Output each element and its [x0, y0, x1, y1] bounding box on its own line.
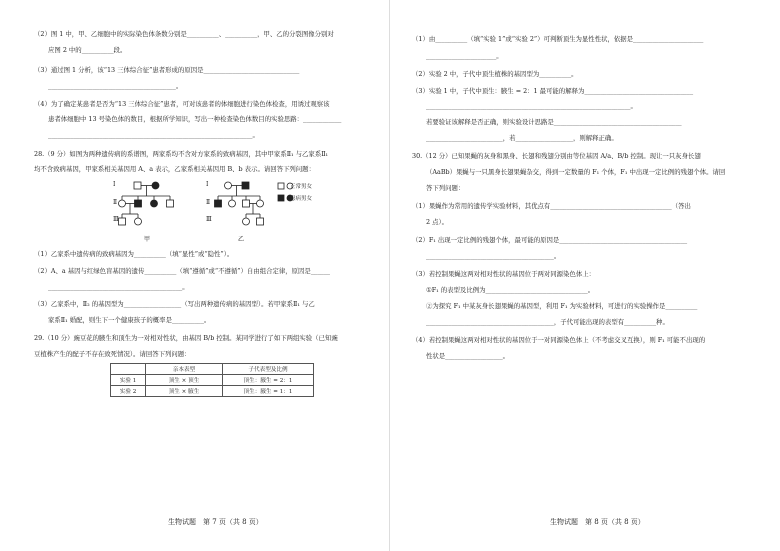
right-page: [390, 0, 780, 551]
table-header-cell: 子代表型及比例: [223, 364, 314, 375]
pedigree-caption-jia: 甲: [144, 236, 151, 243]
legend-affected-label: 患病男女: [290, 196, 313, 202]
text-line: ________________________________________________________________。: [426, 102, 637, 110]
text-line: 家系Ⅱ₁ 婚配，则生下一个健康孩子的概率是__________。: [48, 316, 211, 324]
text-line: 2 点）。: [426, 218, 449, 226]
text-line: （AaBb）果蝇与一只黑身长翅果蝇杂交，得到一定数量的 F₁ 个体，F₁ 中出现一定比例的残翅个体。请回: [426, 168, 726, 176]
pedigree-jia: [119, 182, 174, 225]
table-cell: 顶生：腋生 = 2：1: [223, 375, 314, 386]
text-line: ________________________，若__________________，则解释正确。: [426, 134, 618, 142]
text-line: ________________________________________________________________。: [48, 131, 259, 139]
text-line: 豆植株产生的配子不存在致死情况）。请回答下列问题：: [34, 350, 191, 358]
text-line: （4）为了确定某患者是否为“13 三体综合征”患者，可对该患者的体细胞进行染色体检查，用诱过观察该: [34, 100, 330, 108]
table-cell: 顶生 × 腋生: [146, 386, 223, 397]
generation-label: Ⅲ: [206, 216, 212, 223]
text-line: （2）F₁ 出现一定比例的残翅个体，最可能的原因是________________________________________: [412, 236, 688, 244]
text-line: （3）乙家系中，Ⅱ₂ 的基因型为__________________（写出两种遗传病的基因型）。若甲家系Ⅱ₁ 与乙: [34, 300, 315, 308]
text-line: __________________________________________。: [48, 283, 189, 291]
table-header-row: [111, 364, 314, 375]
pedigree-caption-yi: 乙: [238, 236, 245, 243]
text-line: 患者体细胞中 13 号染色体的数目，根据所学知识，写出一种检查染色体数目的实验思路：____________: [48, 115, 342, 123]
table-cell: 实验 2: [111, 386, 146, 397]
text-line: ______________________。: [426, 52, 503, 60]
table-header-cell: [111, 364, 146, 375]
generation-label: Ⅱ: [113, 199, 118, 206]
page-footer: 生物试题 第 7 页（共 8 页）: [168, 518, 263, 526]
table-cell: 实验 1: [111, 375, 146, 386]
pedigree-yi: [215, 182, 264, 225]
text-line: 均不含致病基因，甲家系相关基因用 A、a 表示，乙家系相关基因用 B、b 表示。请回答下列问题：: [34, 165, 315, 173]
text-line: （3）通过图 1 分析，该“13 三体综合征”患者形成的原因是______________________________: [34, 66, 300, 74]
experiment-table: [110, 363, 314, 397]
text-line: 30.（12 分）已知果蝇的灰身和黑身、长翅和残翅分别由等位基因 A/a、B/b 控制。现让一只灰身长翅: [412, 152, 701, 160]
table-cell: 顶生 × 顶生: [146, 375, 223, 386]
generation-label: Ⅲ: [113, 216, 119, 223]
text-line: （4）若控制果蝇这两对相对性状的基因位于一对同源染色体上（不考虑交叉互换），则 F₁ 可能不出现的: [412, 336, 706, 344]
text-line: （2）图 1 中，甲、乙细胞中的实际染色体条数分别是__________、__________，甲、乙的分裂图像分别对: [34, 30, 334, 38]
text-line: （1）果蝇作为常用的遗传学实验材料，其优点有______________________________________（答出: [412, 202, 691, 210]
text-line: 答下列问题：: [426, 184, 465, 192]
text-line: （2）实验 2 中，子代中顶生植株的基因型为__________。: [412, 70, 578, 78]
table-row: [111, 386, 314, 397]
text-line: （2）A、a 基因与红绿色盲基因的遗传__________（填“遵循”或“不遵循”）自由组合定律，原因是______: [34, 267, 330, 275]
text-line: （1）乙家系中遗传病的致病基因为__________（填“显性”或“隐性”）。: [34, 250, 234, 258]
text-line: ________________________________________。: [426, 252, 561, 260]
text-line: ②为探究 F₁ 中某灰身长翅果蝇的基因型，利用 F₁ 为实验材料，可进行的实验操作是__________: [426, 302, 698, 310]
legend-normal-label: 正常男女: [290, 184, 313, 190]
text-line: 性状是__________________。: [426, 352, 510, 360]
generation-label: Ⅰ: [206, 181, 209, 188]
text-line: 若要验证该解释是否正确，则实验设计思路是________________________________________: [426, 118, 682, 126]
text-line: （3）若控制果蝇这两对相对性状的基因位于两对同源染色体上：: [412, 270, 596, 278]
table-cell: 顶生：腋生 = 1：1: [223, 386, 314, 397]
table-header-cell: 亲本表型: [146, 364, 223, 375]
text-line: ________________________________________，子代可能出现的表型有__________种。: [426, 318, 669, 326]
text-line: ①F₁ 的表型及比例为________________________________。: [426, 286, 595, 294]
generation-label: Ⅱ: [206, 199, 211, 206]
text-line: （3）实验 1 中，子代中顶生：腋生 = 2：1 最可能的解释为__________________________________: [412, 87, 694, 95]
table-row: [111, 375, 314, 386]
text-line: 28.（9 分）如图为两种遗传病的系谱图，两家系均不含对方家系的致病基因，其中甲家系Ⅱ₁ 与乙家系Ⅱ₁: [34, 150, 329, 158]
page-footer: 生物试题 第 8 页（共 8 页）: [550, 518, 645, 526]
text-line: （1）由__________（填“实验 1”或“实验 2”）可判断顶生为显性性状，依据是______________________: [412, 35, 704, 43]
text-line: 29.（10 分）豌豆花的腋生和顶生为一对相对性状，由基因 B/b 控制。某同学进行了如下两组实验（已知豌: [34, 334, 338, 342]
text-line: 应图 2 中的__________段。: [48, 46, 127, 54]
generation-label: Ⅰ: [113, 181, 116, 188]
text-line: ________________________________________。: [48, 82, 183, 90]
